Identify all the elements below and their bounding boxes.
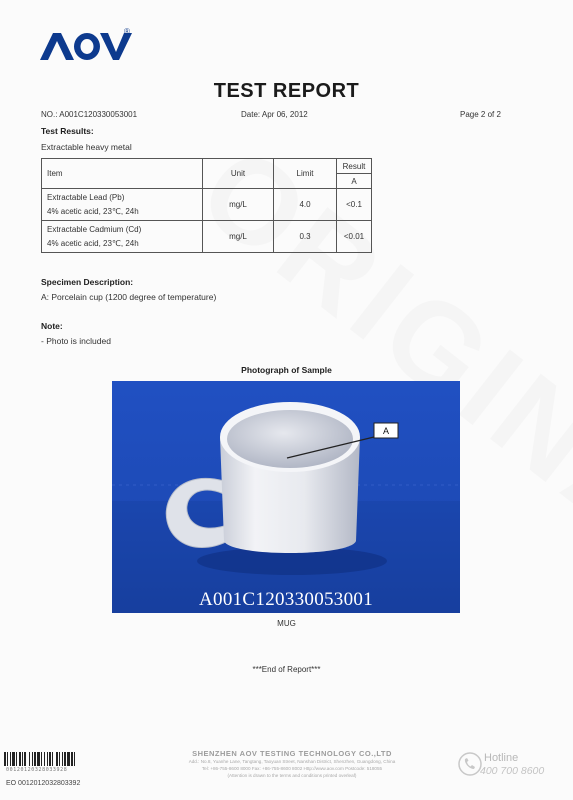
report-title: TEST REPORT [213,80,360,102]
item-condition: 4% acetic acid, 23℃, 24h [47,238,139,248]
callout-label: A [382,426,390,436]
barcode-bar [56,752,58,766]
company-contact: Tel: +86-755-8600 8000 Fax: +86-755-8600 8002 Http://www.aov.com Postcode: 518055 [201,766,383,771]
item-name: Extractable Cadmium (Cd) [47,224,142,234]
hotline-number: 400 700 8600 [480,765,545,777]
company-footer [150,749,434,779]
col-item-header: Item [42,159,203,189]
sample-id-overlay: A001C120330053001 [199,589,373,610]
barcode-bar [44,752,45,766]
company-terms: (Attention is drawn to the terms and conditions printed overleaf) [227,773,357,778]
sample-photograph [112,381,460,613]
specimen-heading: Specimen Description: [41,277,134,287]
barcode-bar [29,752,30,766]
barcode-bar [49,752,51,766]
table-row [42,189,372,221]
col-result-header: Result [337,159,372,174]
barcode-bar [62,752,63,766]
report-date: Date: Apr 06, 2012 [241,110,308,119]
company-address: Add.: No.8, Yuanhe Lane, Tangtang, Taoyuan Street, Nanshan District, Shenzhen, Guangdong, China [188,759,396,764]
page-number: Page 2 of 2 [460,110,501,119]
mug-inside [227,410,353,468]
photo-caption: MUG [277,619,296,628]
barcode-bar [34,752,36,766]
end-of-report: ***End of Report*** [252,665,321,674]
col-unit-header: Unit [203,159,274,189]
barcode-bar [47,752,48,766]
item-name: Extractable Lead (Pb) [47,192,125,202]
barcode-bar [32,752,33,766]
barcode-bar [74,752,75,766]
barcode-bar [24,752,26,766]
barcode-bar [64,752,66,766]
table-cell-unit: mg/L [203,221,274,253]
table-header-row [42,159,372,174]
photo-title: Photograph of Sample [241,365,332,375]
item-condition: 4% acetic acid, 23℃, 24h [47,206,139,216]
barcode-bar [4,752,6,766]
table-cell-item [42,221,203,253]
barcode-bar [7,752,8,766]
table-cell-result: <0.01 [337,221,372,253]
barcode-bar [67,752,70,766]
note-text: - Photo is included [41,336,111,346]
table-cell-limit: 4.0 [274,189,337,221]
table-row [42,221,372,253]
aov-logo [40,30,132,62]
test-results-subheading: Extractable heavy metal [41,142,132,152]
eo-number: EO 0012012032803392 [6,780,81,787]
table-cell-unit: mg/L [203,189,274,221]
test-results-heading: Test Results: [41,126,94,136]
barcode-bar [19,752,21,766]
barcode-bar [10,752,11,766]
barcode-bar [52,752,53,766]
results-table [41,158,372,253]
col-result-sub-header: A [337,174,372,189]
specimen-text: A: Porcelain cup (1200 degree of temperature) [41,292,217,302]
barcode-bar [41,752,42,766]
note-heading: Note: [41,321,63,331]
barcode-bar [37,752,40,766]
table-cell-item [42,189,203,221]
barcode-bar [12,752,15,766]
hotline-label: Hotline [484,752,519,764]
barcode-bar [71,752,73,766]
col-limit-header: Limit [274,159,337,189]
table-cell-limit: 0.3 [274,221,337,253]
barcode-bar [16,752,17,766]
mug-image [112,381,460,613]
barcode-bar [22,752,23,766]
company-name: SHENZHEN AOV TESTING TECHNOLOGY CO.,LTD [192,749,392,758]
barcode-bar [59,752,60,766]
table-cell-result: <0.1 [337,189,372,221]
barcode-digits: 00120120328033928 [6,767,68,773]
registered-mark: ® [124,27,130,36]
report-number: NO.: A001C120330053001 [41,110,138,119]
